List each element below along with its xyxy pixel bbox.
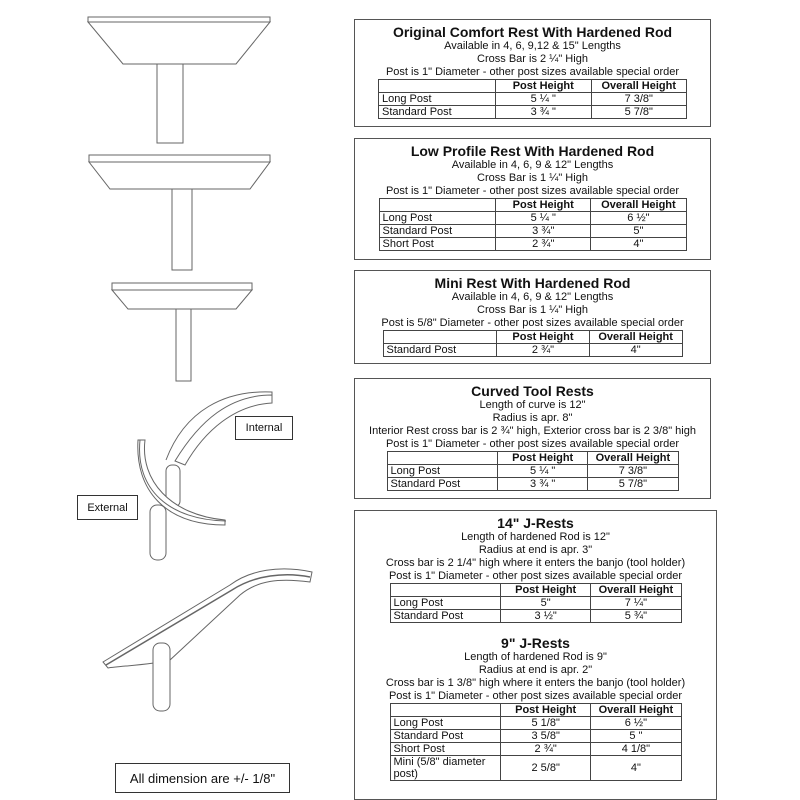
table-cell: 6 ½": [591, 212, 686, 225]
table-cell: 5 ¼ ": [496, 93, 591, 106]
table-row: [390, 717, 681, 730]
table-cell: 7 3/8": [588, 465, 678, 478]
spec-box: [354, 19, 711, 127]
section-detail: Radius at end is apr. 3": [478, 544, 593, 556]
section-detail: Post is 1" Diameter - other post sizes available special order: [388, 570, 683, 582]
dimensions-table: [390, 583, 682, 623]
table-cell: 5 ¼ ": [498, 465, 588, 478]
table-cell: Standard Post: [379, 225, 496, 238]
column-header: Post Height: [501, 704, 591, 717]
table-cell: Short Post: [390, 743, 501, 756]
column-header: Post Height: [498, 452, 588, 465]
table-row: [379, 93, 687, 106]
column-header: [379, 199, 496, 212]
section-detail: Length of hardened Rod is 9": [464, 651, 607, 663]
table-cell: 5": [501, 597, 591, 610]
dimensions-table: [383, 330, 683, 357]
table-row: [390, 597, 681, 610]
table-cell: Standard Post: [387, 478, 498, 491]
table-cell: 5 ¼ ": [496, 212, 591, 225]
section-detail: Post is 1" Diameter - other post sizes available special order: [385, 185, 680, 197]
table-cell: 3 ¾ ": [496, 106, 591, 119]
section-title: Original Comfort Rest With Hardened Rod: [392, 24, 673, 40]
original-comfort-rest-drawing: [88, 17, 270, 143]
spec-section: [355, 143, 710, 251]
column-header: Post Height: [496, 80, 591, 93]
column-header: Overall Height: [591, 584, 681, 597]
mini-rest-drawing: [112, 283, 252, 381]
spec-section: [355, 635, 716, 781]
table-cell: 5 1/8": [501, 717, 591, 730]
table-row: [379, 106, 687, 119]
table-cell: Long Post: [387, 465, 498, 478]
section-detail: Radius at end is apr. 2": [478, 664, 593, 676]
table-header-row: [387, 452, 678, 465]
section-detail: Cross Bar is 2 ¼" High: [477, 53, 588, 65]
column-header: [379, 80, 496, 93]
spec-section: [355, 383, 710, 491]
table-cell: 2 ¾": [497, 344, 590, 357]
table-row: [379, 225, 686, 238]
dimensions-table: [378, 79, 687, 119]
spec-box: [354, 510, 717, 800]
section-detail: Post is 1" Diameter - other post sizes available special order: [385, 438, 680, 450]
column-header: Post Height: [501, 584, 591, 597]
table-cell: Standard Post: [390, 610, 501, 623]
table-cell: Standard Post: [390, 730, 501, 743]
section-detail: Radius is apr. 8": [492, 412, 573, 424]
table-header-row: [383, 331, 682, 344]
table-row: [379, 212, 686, 225]
column-header: [387, 452, 498, 465]
section-title: Curved Tool Rests: [471, 383, 594, 399]
table-row: [390, 756, 681, 781]
spec-section: [355, 275, 710, 357]
spec-section: [355, 24, 710, 119]
table-row: [390, 743, 681, 756]
table-cell: 5 ¾": [591, 610, 681, 623]
column-header: [383, 331, 497, 344]
section-detail: Post is 1" Diameter - other post sizes available special order: [385, 66, 680, 78]
section-detail: Available in 4, 6, 9 & 12" Lengths: [451, 159, 614, 171]
table-header-row: [390, 584, 681, 597]
table-cell: 6 ½": [591, 717, 681, 730]
section-title: 14" J-Rests: [497, 515, 574, 531]
table-cell: Short Post: [379, 238, 496, 251]
column-header: Overall Height: [588, 452, 678, 465]
section-detail: Cross Bar is 1 ¼" High: [477, 172, 588, 184]
section-title: 9" J-Rests: [501, 635, 570, 651]
dimensions-table: [390, 703, 682, 781]
table-cell: Long Post: [390, 597, 501, 610]
table-header-row: [390, 704, 681, 717]
section-detail: Available in 4, 6, 9,12 & 15" Lengths: [444, 40, 621, 52]
column-header: Post Height: [496, 199, 591, 212]
column-header: Overall Height: [589, 331, 682, 344]
table-cell: 3 ¾ ": [498, 478, 588, 491]
table-row: [383, 344, 682, 357]
spec-box: [354, 138, 711, 260]
column-header: Post Height: [497, 331, 590, 344]
spec-box: [354, 378, 711, 499]
dimensions-table: [387, 451, 679, 491]
j-rest-drawing: [103, 569, 312, 711]
table-row: [387, 478, 678, 491]
table-cell: 4": [589, 344, 682, 357]
spec-box: [354, 270, 711, 364]
table-cell: Standard Post: [379, 106, 496, 119]
section-detail: Post is 1" Diameter - other post sizes available special order: [388, 690, 683, 702]
table-cell: 2 ¾": [501, 743, 591, 756]
section-detail: Length of hardened Rod is 12": [461, 531, 610, 543]
table-cell: 5 7/8": [591, 106, 687, 119]
spec-section: [355, 515, 716, 623]
external-label: External: [77, 495, 138, 520]
table-row: [390, 610, 681, 623]
table-cell: Mini (5/8" diameter post): [390, 756, 501, 781]
table-cell: 5": [591, 225, 686, 238]
section-detail: Cross Bar is 1 ¼" High: [477, 304, 588, 316]
section-detail: Length of curve is 12": [479, 399, 586, 411]
table-cell: 4": [591, 756, 681, 781]
table-cell: 3 ¾": [496, 225, 591, 238]
low-profile-rest-drawing: [89, 155, 270, 270]
column-header: Overall Height: [591, 199, 686, 212]
column-header: Overall Height: [591, 704, 681, 717]
table-cell: Long Post: [379, 93, 496, 106]
table-header-row: [379, 80, 687, 93]
dimensions-table: [379, 198, 687, 251]
table-cell: 5 7/8": [588, 478, 678, 491]
table-row: [387, 465, 678, 478]
column-header: [390, 584, 501, 597]
column-header: Overall Height: [591, 80, 687, 93]
section-detail: Available in 4, 6, 9 & 12" Lengths: [451, 291, 614, 303]
table-cell: 2 5/8": [501, 756, 591, 781]
section-detail: Interior Rest cross bar is 2 ¾" high, Exterior cross bar is 2 3/8" high: [369, 425, 696, 437]
table-row: [390, 730, 681, 743]
table-header-row: [379, 199, 686, 212]
section-title: Mini Rest With Hardened Rod: [434, 275, 631, 291]
table-cell: Long Post: [379, 212, 496, 225]
table-row: [379, 238, 686, 251]
table-cell: 3 ½": [501, 610, 591, 623]
table-cell: 4": [591, 238, 686, 251]
table-cell: 4 1/8": [591, 743, 681, 756]
table-cell: 7 3/8": [591, 93, 687, 106]
section-detail: Post is 5/8" Diameter - other post sizes available special order: [381, 317, 684, 329]
column-header: [390, 704, 501, 717]
table-cell: 7 ¼": [591, 597, 681, 610]
internal-label: Internal: [235, 416, 293, 440]
table-cell: 2 ¾": [496, 238, 591, 251]
tolerance-note: All dimension are +/- 1/8": [115, 763, 290, 793]
section-title: Low Profile Rest With Hardened Rod: [410, 143, 655, 159]
section-detail: Cross bar is 1 3/8" high where it enters the banjo (tool holder): [385, 677, 686, 689]
table-cell: 3 5/8": [501, 730, 591, 743]
section-detail: Cross bar is 2 1/4" high where it enters the banjo (tool holder): [385, 557, 686, 569]
table-cell: Long Post: [390, 717, 501, 730]
table-cell: Standard Post: [383, 344, 497, 357]
table-cell: 5 ": [591, 730, 681, 743]
